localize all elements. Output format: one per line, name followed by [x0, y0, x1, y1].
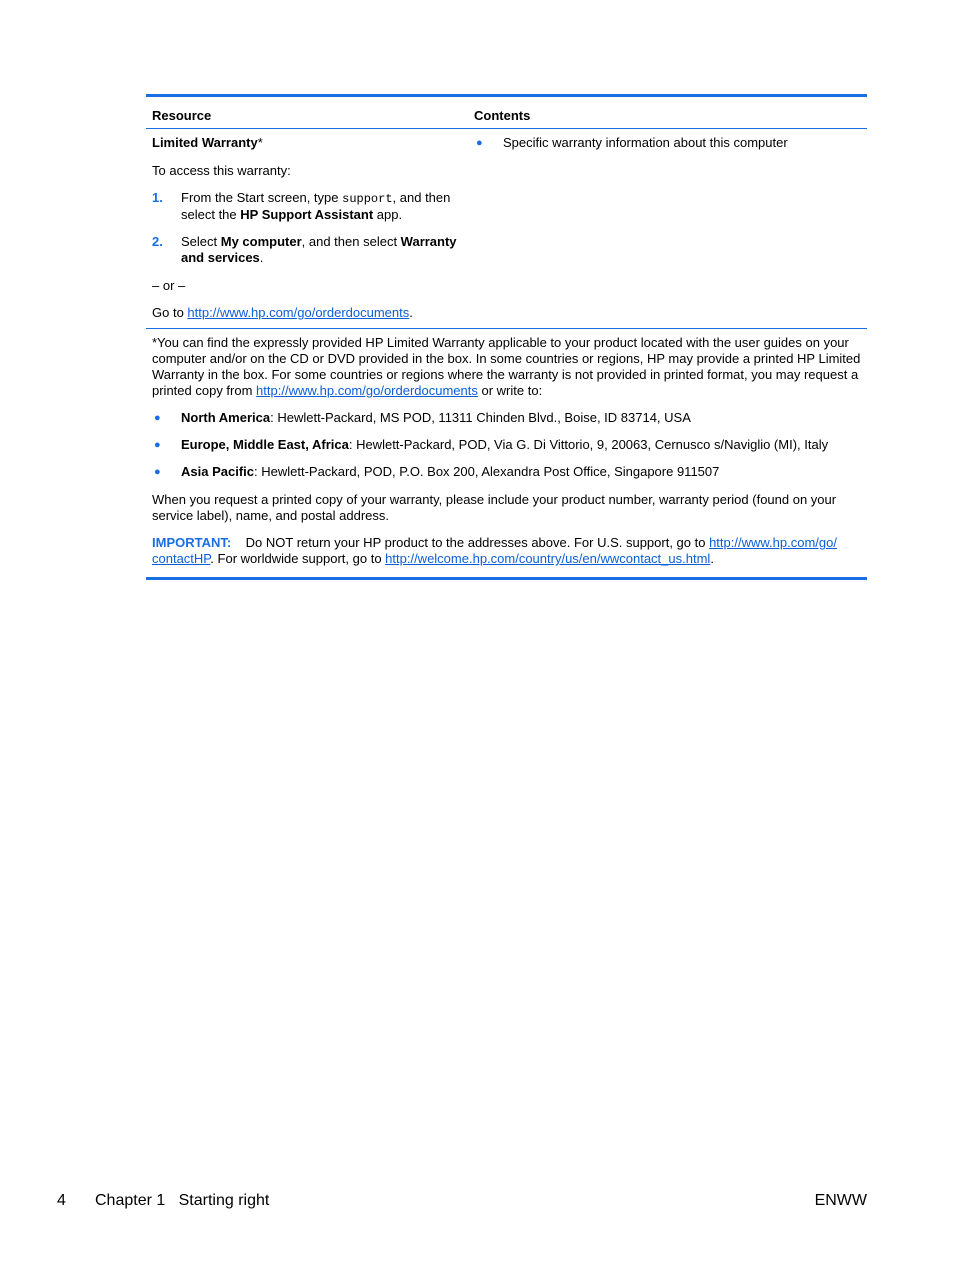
- bullet-icon: ●: [154, 439, 161, 451]
- resource-table: [146, 94, 867, 580]
- goto-line: Go to http://www.hp.com/go/orderdocuments.: [152, 305, 413, 320]
- locale-code: ENWW: [814, 1192, 867, 1209]
- bullet-icon: ●: [476, 137, 483, 149]
- table-header: [146, 97, 867, 129]
- orderdocuments-link-2[interactable]: http://www.hp.com/go/orderdocuments: [256, 383, 478, 398]
- access-intro: To access this warranty:: [152, 163, 291, 178]
- header-contents: Contents: [474, 108, 531, 123]
- contacthp-link[interactable]: http://www.hp.com/go/ contactHP: [152, 535, 837, 566]
- step-1: 1. From the Start screen, type support, and then select the HP Support Assistant app.: [152, 190, 451, 222]
- orderdocuments-link[interactable]: http://www.hp.com/go/orderdocuments: [187, 305, 410, 320]
- important-note: IMPORTANT: Do NOT return your HP product to the addresses above. For U.S. support, go to http://www.hp.com/go/ contactHP. For worldwide support, go to http://welcome.hp.com/country/us/en/wwcontact_us.html.: [152, 535, 837, 566]
- contents-cell: [474, 135, 864, 151]
- or-separator: – or –: [152, 278, 186, 293]
- page-number: 4: [57, 1192, 66, 1209]
- address-asia-pacific: ● Asia Pacific: Hewlett-Packard, POD, P.O. Box 200, Alexandra Post Office, Singapore 911507: [154, 464, 720, 479]
- table-row-warranty: [146, 129, 867, 329]
- note-paragraph: *You can find the expressly provided HP Limited Warranty applicable to your product located with the user guides on your computer and/or on the CD or DVD provided in the box. In some countries or regions, HP may provide a printed HP Limited Warranty in the box. For some countries or regions where the warranty is not provided in printed format, you may request a printed copy from http://www.hp.com/go/orderdocuments or write to:: [152, 335, 861, 398]
- step-number: 2.: [152, 234, 163, 249]
- step-2: 2. Select My computer, and then select Warranty and services.: [152, 234, 457, 265]
- warranty-title: Limited Warranty*: [152, 135, 263, 150]
- address-emea: ● Europe, Middle East, Africa: Hewlett-Packard, POD, Via G. Di Vittorio, 9, 20063, Cernusco s/Naviglio (MI), Italy: [154, 437, 829, 452]
- table-bottom-rule: [146, 577, 867, 580]
- chapter-title: Chapter 1 Starting right: [95, 1192, 270, 1209]
- request-paragraph: When you request a printed copy of your warranty, please include your product number, warranty period (found on your service label), name, and postal address.: [152, 492, 837, 523]
- warranty-note: [146, 329, 867, 577]
- header-resource: Resource: [152, 108, 212, 123]
- important-label: IMPORTANT:: [152, 535, 232, 550]
- step-number: 1.: [152, 190, 163, 205]
- address-north-america: ● North America: Hewlett-Packard, MS POD, 11311 Chinden Blvd., Boise, ID 83714, USA: [154, 410, 691, 425]
- bullet-icon: ●: [154, 466, 161, 478]
- wwcontact-link[interactable]: http://welcome.hp.com/country/us/en/wwcontact_us.html: [385, 551, 711, 566]
- code-support: support: [342, 192, 393, 206]
- bullet-icon: ●: [154, 412, 161, 424]
- resource-cell: [152, 135, 462, 321]
- contents-bullet: ● Specific warranty information about this computer: [476, 135, 788, 150]
